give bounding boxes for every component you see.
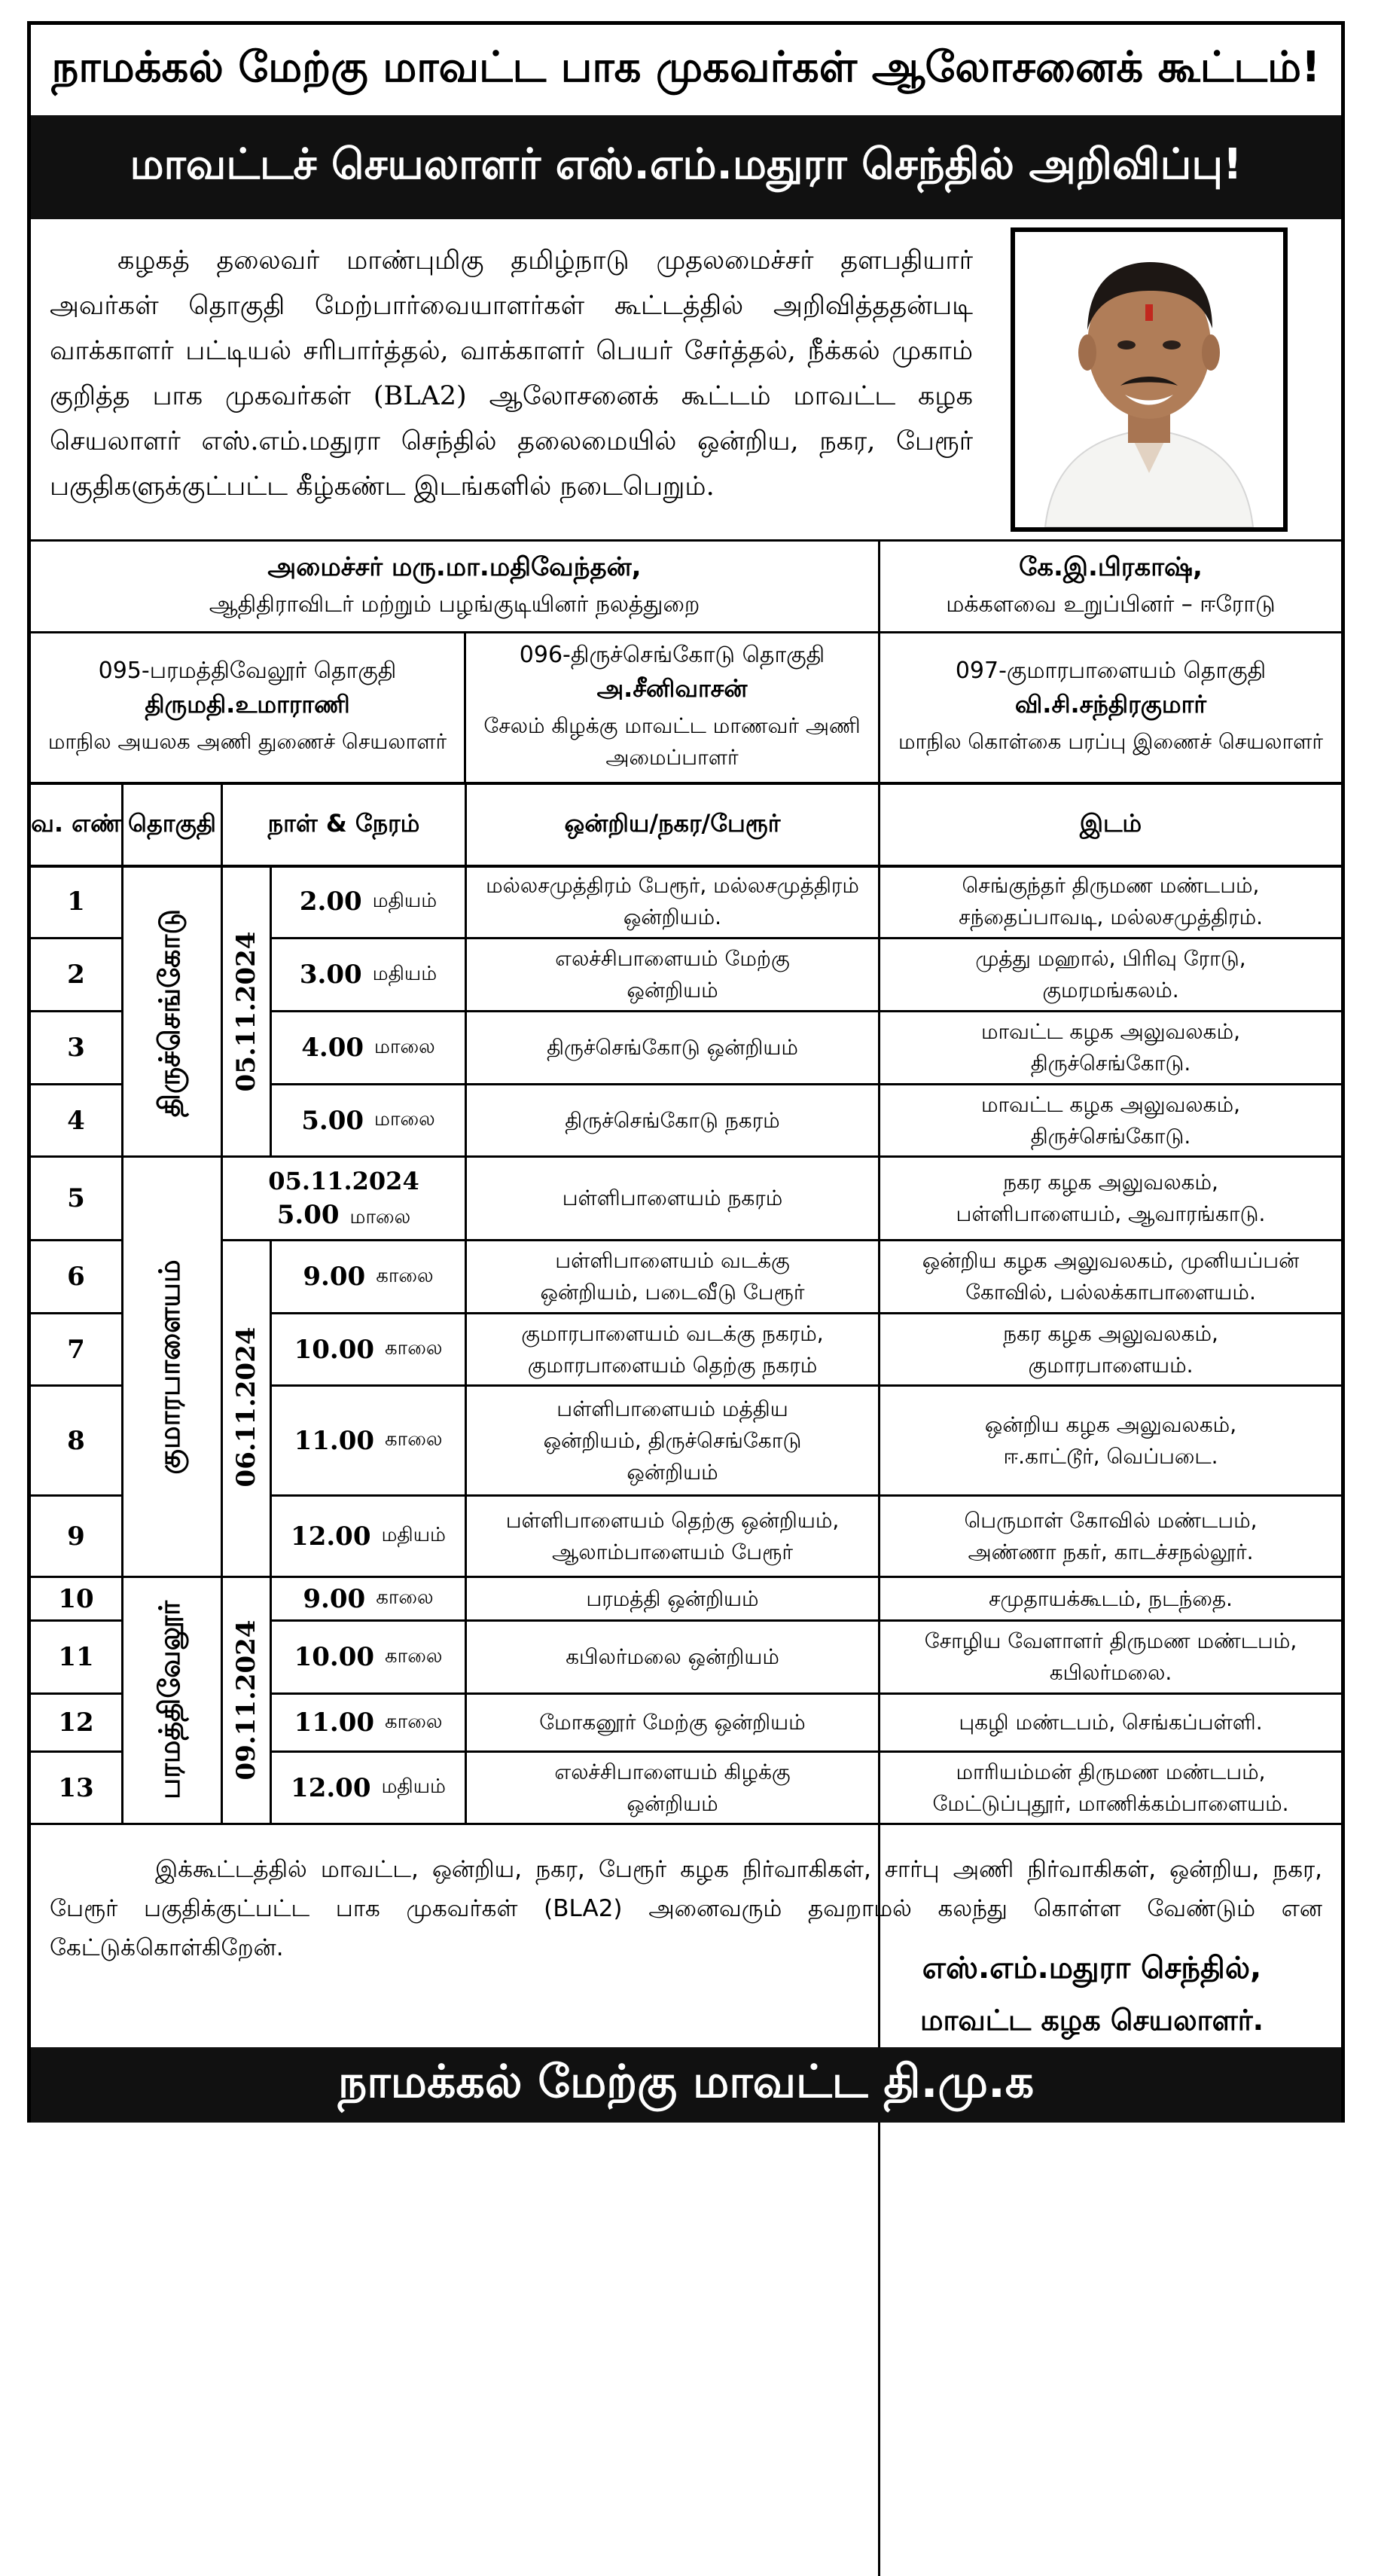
grid-line: [121, 783, 123, 1824]
row-time: 11.00 காலை: [294, 1708, 443, 1738]
constituency-code: 095-பரமத்திவேலூர் தொகுதி: [98, 658, 397, 684]
row-union: கபிலர்மலை ஒன்றியம்: [566, 1644, 779, 1669]
minister-role: ஆதிதிராவிடர் மற்றும் பழங்குடியினர் நலத்துறை: [209, 591, 700, 618]
row-time: 5.00 மாலை: [301, 1105, 435, 1136]
col-header-constituency: தொகுதி: [128, 809, 216, 838]
portrait-illustration: [1015, 232, 1283, 527]
row-time: 12.00 மதியம்: [291, 1772, 446, 1803]
row-union: மோகனூர் மேற்கு ஒன்றியம்: [539, 1710, 806, 1735]
mp-cell: [880, 542, 1341, 631]
col-header-serial: வ. எண்: [31, 809, 121, 838]
minister-cell: [31, 542, 878, 631]
row-number: 13: [58, 1772, 94, 1803]
row-venue: செங்குந்தர் திருமண மண்டபம், சந்தைப்பாவடி, மல்லசமுத்திரம்.: [958, 873, 1264, 929]
row-number: 5: [67, 1183, 85, 1213]
mp-name: கே.இ.பிரகாஷ்,: [1019, 552, 1203, 582]
row-time: 2.00 மதியம்: [299, 887, 438, 917]
row-union: எலச்சிபாளையம் கிழக்கு ஒன்றியம்: [554, 1759, 791, 1816]
row-number: 10: [58, 1583, 94, 1614]
row-number: 4: [67, 1105, 85, 1136]
observer-role: மாநில அயலக அணி துணைச் செயலாளர்: [47, 729, 447, 754]
footer-banner: நாமக்கல் மேற்கு மாவட்ட தி.மு.க: [31, 2047, 1341, 2123]
col-header-datetime: நாள் & நேரம்: [267, 809, 420, 838]
observer-name: அ.சீனிவாசன்: [596, 674, 748, 703]
row-time: 10.00 காலை: [294, 1334, 443, 1365]
row-number: 9: [67, 1521, 85, 1552]
signature-name: எஸ்.எம்.மதுரா செந்தில்,: [922, 1951, 1262, 1985]
closing-paragraph: இக்கூட்டத்தில் மாவட்ட, ஒன்றிய, நகர, பேரூர் கழக நிர்வாகிகள், சார்பு அணி நிர்வாகிகள், ஒன்றிய, நகர, பேரூர் பகுதிக்குட்பட்ட பாக முகவர்கள் (BLA2) அனைவரும் தவறாமல் கலந்து கொள்ள வேண்டும் என கேட்டுக்கொள்கிறேன்.: [50, 1856, 1322, 1961]
observer-role: மாநில கொள்கை பரப்பு இணைச் செயலாளர்: [898, 729, 1324, 754]
grid-line: [221, 783, 223, 1824]
row5-date: 05.11.2024: [268, 1166, 419, 1195]
subtitle-banner: மாவட்டச் செயலாளர் எஸ்.எம்.மதுரா செந்தில் அறிவிப்பு!: [31, 115, 1341, 219]
signature-title: மாவட்ட கழக செயலாளர்.: [919, 2004, 1264, 2037]
row-number: 2: [67, 960, 85, 990]
row-venue: மாவட்ட கழக அலுவலகம், திருச்செங்கோடு.: [980, 1019, 1241, 1076]
group-constituency-label: குமாரபாளையம்: [153, 1259, 186, 1475]
row-number: 8: [67, 1425, 85, 1456]
constituency-code: 097-குமாரபாளையம் தொகுதி: [955, 658, 1267, 684]
row-number: 3: [67, 1033, 85, 1063]
main-title: நாமக்கல் மேற்கு மாவட்ட பாக முகவர்கள் ஆலோசனைக் கூட்டம்!: [51, 43, 1321, 92]
row-union: திருச்செங்கோடு ஒன்றியம்: [547, 1035, 798, 1060]
row-number: 6: [67, 1262, 85, 1292]
row-number: 7: [67, 1334, 85, 1365]
col-header-union: ஒன்றிய/நகர/பேரூர்: [564, 809, 781, 838]
row5-datetime: [223, 1158, 465, 1239]
row-number: 12: [58, 1708, 94, 1738]
portrait-photo: [1011, 227, 1288, 532]
mp-role: மக்களவை உறுப்பினர் – ஈரோடு: [946, 591, 1276, 618]
observer-role: சேலம் கிழக்கு மாவட்ட மாணவர் அணி அமைப்பாளர்: [483, 713, 861, 770]
row-time: 4.00 மாலை: [301, 1033, 435, 1063]
row-union: பள்ளிபாளையம் வடக்கு ஒன்றியம், படைவீடு பேரூர்: [540, 1248, 805, 1305]
row-union: பரமத்தி ஒன்றியம்: [586, 1586, 759, 1611]
row-number: 11: [58, 1642, 94, 1672]
row-venue: சமுதாயக்கூடம், நடந்தை.: [989, 1586, 1233, 1611]
row-time: 9.00 காலை: [303, 1583, 434, 1614]
row-union: பள்ளிபாளையம் மத்திய ஒன்றியம், திருச்செங்கோடு ஒன்றியம்: [543, 1396, 802, 1485]
row-time: 11.00 காலை: [294, 1425, 443, 1456]
row-union: பள்ளிபாளையம் தெற்கு ஒன்றியம், ஆலாம்பாளையம் பேரூர்: [505, 1507, 840, 1564]
row-venue: சோழிய வேளாளர் திருமண மண்டபம், கபிலர்மலை.: [924, 1628, 1297, 1685]
row-venue: ஒன்றிய கழக அலுவலகம், ஈ.காட்டூர், வெப்படை.: [984, 1412, 1237, 1469]
group-date-label: 06.11.2024: [231, 1326, 261, 1488]
intro-paragraph: கழகத் தலைவர் மாண்புமிகு தமிழ்நாடு முதலமைச்சர் தளபதியார் அவர்கள் தொகுதி மேற்பார்வையாளர்கள் கூட்டத்தில் அறிவித்ததன்படி வாக்காளர் பட்டியல் சரிபார்த்தல், வாக்காளர் பெயர் சேர்த்தல், நீக்கல் முகாம் குறித்த பாக முகவர்கள் (BLA2) ஆலோசனைக் கூட்டம் மாவட்ட கழக செயலாளர் எஸ்.எம்.மதுரா செந்தில் தலைமையில் ஒன்றிய, நகர, பேரூர் பகுதிகளுக்குட்பட்ட கீழ்கண்ட இடங்களில் நடைபெறும்.: [50, 246, 973, 502]
col-header-venue: இடம்: [1079, 809, 1142, 838]
row-venue: புகழி மண்டபம், செங்கப்பள்ளி.: [959, 1710, 1263, 1735]
observer-name: திருமதி.உமாராணி: [145, 690, 350, 719]
constituency-cell: [466, 633, 878, 782]
row-union: குமாரபாளையம் வடக்கு நகரம், குமாரபாளையம் தெற்கு நகரம்: [521, 1320, 824, 1378]
minister-name: அமைச்சர் மரு.மா.மதிவேந்தன்,: [267, 552, 642, 582]
row-time: 9.00 காலை: [303, 1262, 434, 1292]
group-date-label: 05.11.2024: [231, 931, 261, 1092]
row-time: 10.00 காலை: [294, 1642, 443, 1672]
observer-name: வி.சி.சந்திரகுமார்: [1014, 690, 1207, 719]
constituency-code: 096-திருச்செங்கோடு தொகுதி: [519, 642, 825, 668]
row-union: திருச்செங்கோடு நகரம்: [565, 1107, 780, 1133]
group-date-label: 09.11.2024: [231, 1619, 261, 1781]
row-time: 12.00 மதியம்: [291, 1521, 446, 1552]
row-union: எலச்சிபாளையம் மேற்கு ஒன்றியம்: [555, 946, 790, 1003]
row-venue: நகர கழக அலுவலகம், பள்ளிபாளையம், ஆவாரங்காடு.: [956, 1170, 1266, 1226]
row-venue: பெருமாள் கோவில் மண்டபம், அண்ணா நகர், காடச்சநல்லூர்.: [964, 1507, 1258, 1564]
row-venue: ஒன்றிய கழக அலுவலகம், முனியப்பன் கோவில், பல்லக்காபாளையம்.: [922, 1248, 1300, 1305]
row-number: 1: [67, 887, 85, 917]
constituency-cell: [31, 633, 464, 782]
row-venue: மாவட்ட கழக அலுவலகம், திருச்செங்கோடு.: [980, 1091, 1241, 1149]
row-union: மல்லசமுத்திரம் பேரூர், மல்லசமுத்திரம் ஒன்றியம்.: [486, 873, 859, 929]
row-venue: நகர கழக அலுவலகம், குமாரபாளையம்.: [1003, 1320, 1218, 1378]
row-venue: மாரியம்மன் திருமண மண்டபம், மேட்டுப்புதூர், மாணிக்கம்பாளையம்.: [932, 1759, 1289, 1816]
row-union: பள்ளிபாளையம் நகரம்: [562, 1186, 783, 1210]
row5-time: 5.00 மாலை: [276, 1199, 411, 1230]
row-venue: முத்து மஹால், பிரிவு ரோடு, குமரமங்கலம்.: [975, 946, 1246, 1003]
constituency-cell: [880, 633, 1341, 782]
row-time: 3.00 மதியம்: [299, 960, 438, 990]
group-constituency-label: பரமத்திவேலூர்: [153, 1600, 186, 1800]
group-constituency-label: திருச்செங்கோடு: [153, 908, 186, 1118]
